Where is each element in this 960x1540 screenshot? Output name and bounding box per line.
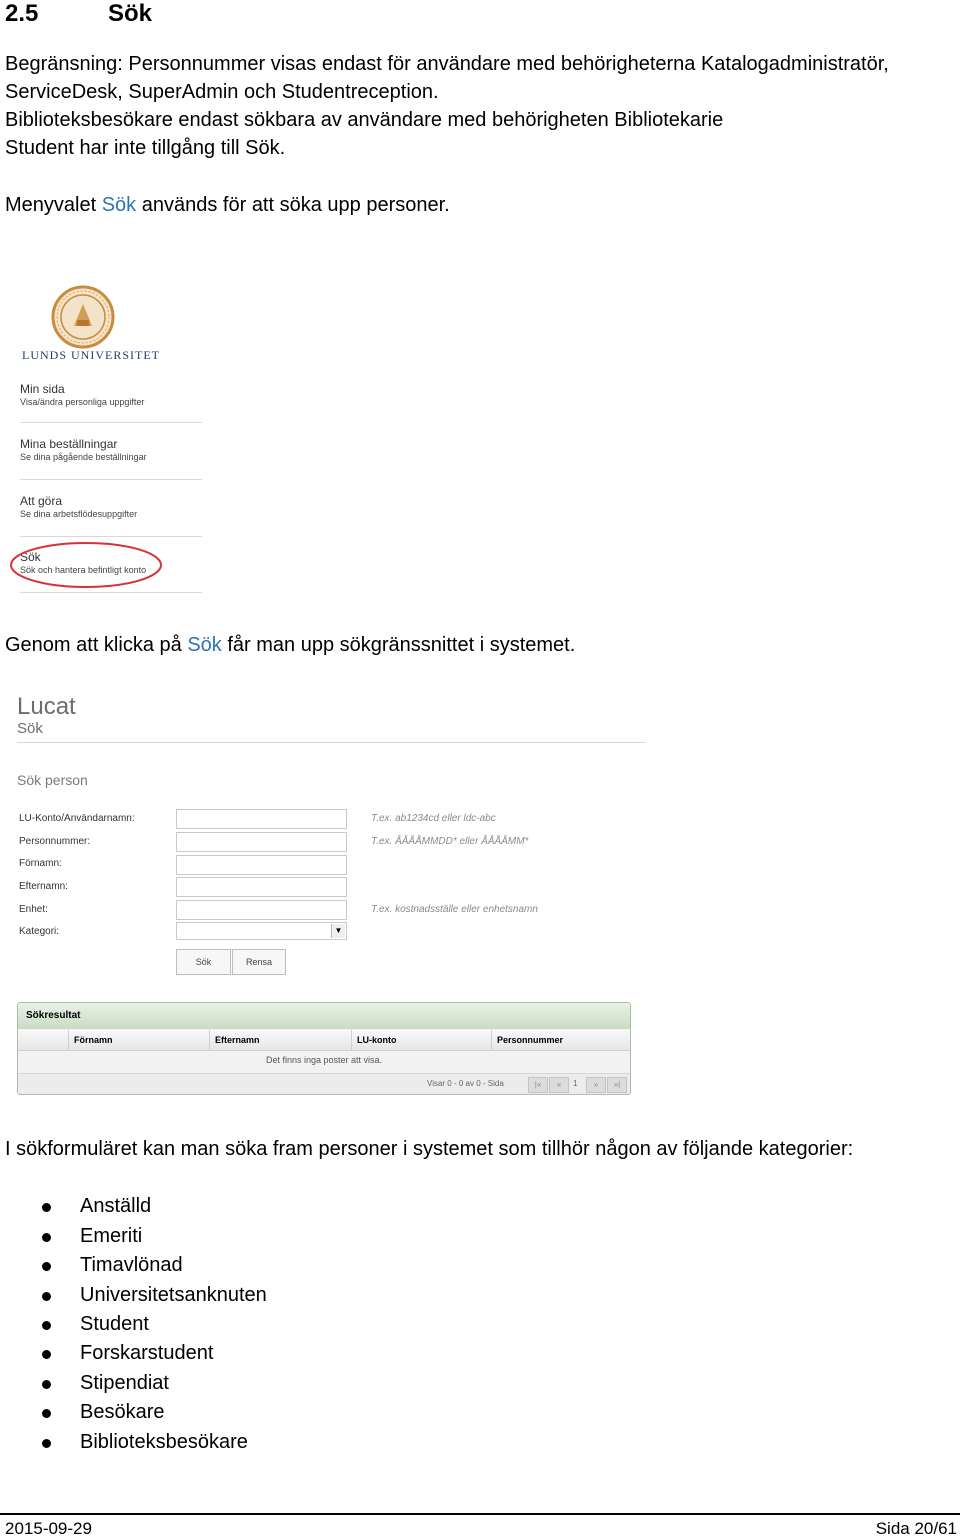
bullet-icon	[42, 1233, 51, 1242]
university-seal-logo	[50, 284, 116, 350]
chevron-down-icon[interactable]: ▼	[331, 924, 345, 938]
bullet-icon	[42, 1409, 51, 1418]
form-title: Sök person	[17, 772, 88, 788]
field-label: LU-Konto/Användarnamn:	[19, 813, 135, 824]
kategori-select[interactable]	[176, 922, 347, 940]
menu-paragraph: Menyvalet Sök används för att söka upp personer.	[5, 194, 450, 216]
field-hint: T.ex. kostnadsställe eller enhetsnamn	[371, 904, 538, 915]
pager-info: Visar 0 - 0 av 0 - Sida	[427, 1079, 504, 1088]
footer-date: 2015-09-29	[5, 1519, 92, 1538]
bullet-icon	[42, 1439, 51, 1448]
fornamn-input[interactable]	[176, 855, 347, 875]
bullet-icon	[42, 1350, 51, 1359]
grid-caption: Sökresultat	[18, 1003, 630, 1029]
intro-line: Biblioteksbesökare endast sökbara av användare med behörigheten Bibliotekarie	[5, 109, 724, 131]
empty-message: Det finns inga poster att visa.	[265, 1055, 383, 1065]
highlight-circle	[8, 540, 165, 590]
field-label: Kategori:	[19, 926, 60, 937]
bullet-icon	[42, 1203, 51, 1212]
sok-link[interactable]: Sök	[187, 634, 222, 656]
page-subtitle: Sök	[17, 720, 43, 737]
column-header-personnummer[interactable]: Personnummer	[491, 1030, 630, 1050]
personnummer-input[interactable]	[176, 832, 347, 852]
first-page-icon[interactable]: |«	[528, 1077, 548, 1093]
field-hint: T.ex. ÅÅÅÅMMDD* eller ÅÅÅÅMM*	[371, 836, 529, 847]
click-paragraph: Genom att klicka på Sök får man upp sökgränssnittet i systemet.	[5, 634, 576, 656]
column-header-efternamn[interactable]: Efternamn	[209, 1030, 350, 1050]
bullet-icon	[42, 1262, 51, 1271]
last-page-icon[interactable]: »|	[607, 1077, 627, 1093]
intro-line: ServiceDesk, SuperAdmin och Studentreception.	[5, 81, 439, 103]
categories-intro: I sökformuläret kan man söka fram personer i systemet som tillhör någon av följande kategorier:	[5, 1138, 854, 1160]
next-page-icon[interactable]: »	[586, 1077, 606, 1093]
column-header-lu-konto[interactable]: LU-konto	[351, 1030, 492, 1050]
search-button[interactable]: Sök	[176, 949, 231, 975]
results-grid	[17, 1002, 631, 1095]
reset-button[interactable]: Rensa	[232, 949, 286, 975]
sok-link[interactable]: Sök	[101, 194, 137, 216]
field-label: Efternamn:	[19, 881, 68, 892]
grid-header	[18, 1030, 630, 1051]
intro-line: Student har inte tillgång till Sök.	[5, 137, 286, 159]
field-label: Förnamn:	[19, 858, 62, 869]
grid-pager	[18, 1073, 630, 1095]
logo-wordmark: LUNDS UNIVERSITET	[22, 348, 160, 362]
footer-divider	[0, 1513, 960, 1515]
menu-item-sok[interactable]: Sök Sök och hantera befintligt konto	[20, 536, 202, 593]
menu-item-min-sida[interactable]: Min sida Visa/ändra personliga uppgifter	[20, 382, 202, 423]
efternamn-input[interactable]	[176, 877, 347, 897]
field-label: Enhet:	[19, 904, 48, 915]
restriction-text	[5, 50, 889, 162]
field-label: Personnummer:	[19, 836, 91, 847]
app-title: Lucat	[17, 693, 76, 720]
menu-item-mina-bestallningar[interactable]: Mina beställningar Se dina pågående beställningar	[20, 423, 202, 480]
divider	[17, 742, 646, 743]
section-number: 2.5	[5, 0, 39, 27]
bullet-icon	[42, 1292, 51, 1301]
page-number[interactable]: 1	[573, 1079, 578, 1088]
prev-page-icon[interactable]: «	[549, 1077, 569, 1093]
lu-konto-input[interactable]	[176, 809, 347, 829]
field-hint: T.ex. ab1234cd eller ldc-abc	[371, 813, 496, 824]
bullet-icon	[42, 1321, 51, 1330]
section-heading	[5, 0, 152, 28]
menu-item-att-gora[interactable]: Att göra Se dina arbetsflödesuppgifter	[20, 480, 202, 537]
intro-line: Begränsning: Personnummer visas endast för användare med behörigheterna Katalogadministratör,	[5, 53, 889, 75]
enhet-input[interactable]	[176, 900, 347, 920]
bullet-icon	[42, 1380, 51, 1389]
section-title: Sök	[108, 0, 153, 27]
column-header-fornamn[interactable]: Förnamn	[68, 1030, 209, 1050]
footer-page-number: Sida 20/61	[875, 1519, 957, 1538]
